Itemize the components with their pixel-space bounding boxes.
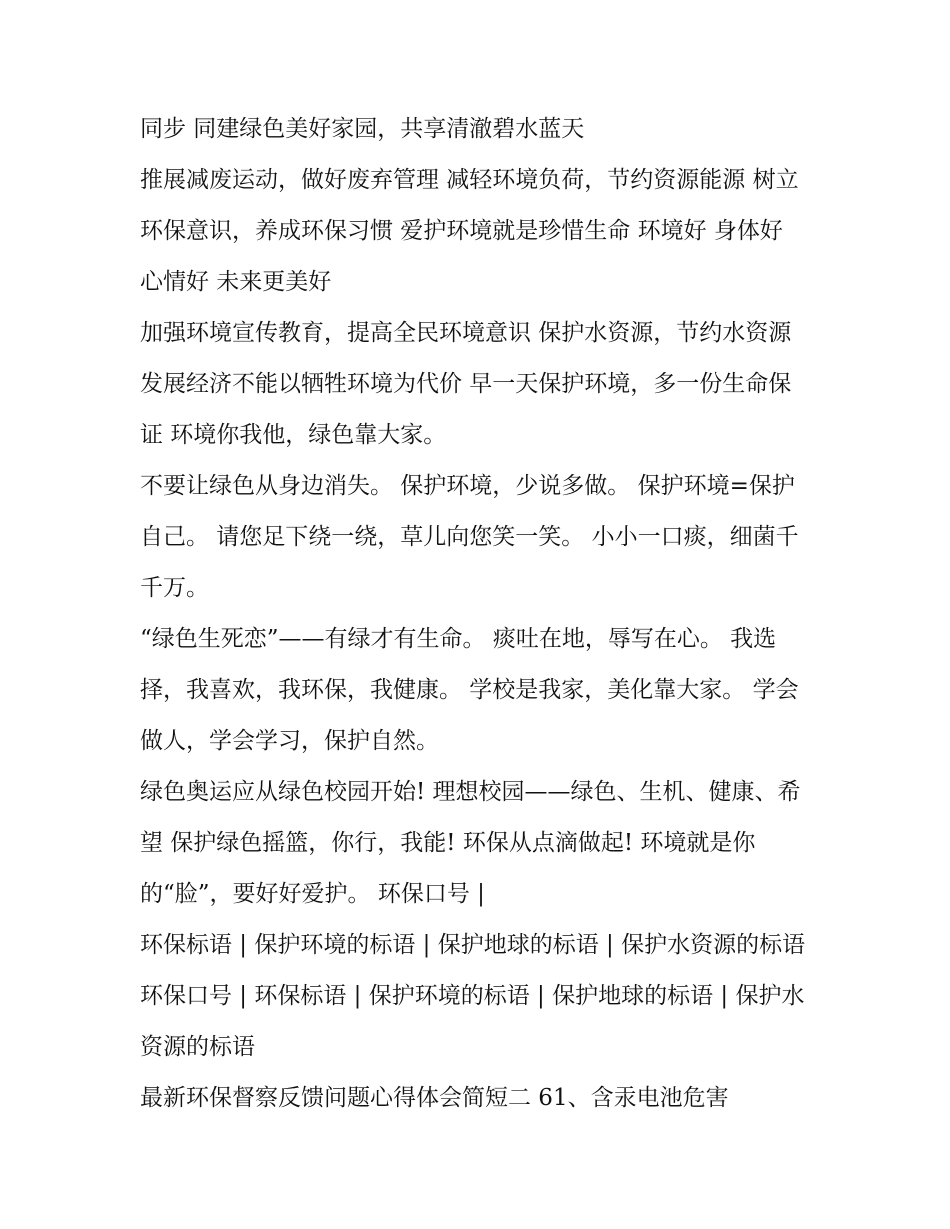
document-body xyxy=(140,104,810,1124)
paragraph-5: “绿色生死恋”——有绿才有生命。 痰吐在地，辱写在心。 我选择，我喜欢，我环保，我健康。 学校是我家，美化靠大家。 学会做人，学会学习，保护自然。 xyxy=(140,626,799,754)
paragraph-1: 同步 同建绿色美好家园，共享清澈碧水蓝天 xyxy=(140,116,585,142)
paragraph-4: 不要让绿色从身边消失。 保护环境，少说多做。 保护环境=保护自己。 请您足下绕一绕，草儿向您笑一笑。 小小一口痰，细菌千千万。 xyxy=(140,473,799,601)
paragraph-3: 加强环境宣传教育，提高全民环境意识 保护水资源，节约水资源 发展经济不能以牺牲环境为代价 早一天保护环境，多一份生命保证 环境你我他，绿色靠大家。 xyxy=(140,320,792,448)
paragraph-6: 绿色奥运应从绿色校园开始! 理想校园——绿色、生机、健康、希望 保护绿色摇篮，你行，我能! 环保从点滴做起! 环境就是你的“脸”，要好好爱护。 环保口号 | xyxy=(140,779,801,907)
paragraph-8: 最新环保督察反馈问题心得体会简短二 61、含汞电池危害 xyxy=(140,1085,729,1111)
paragraph-2: 推展减废运动，做好废弃管理 减轻环境负荷，节约资源能源 树立环保意识，养成环保习惯 爱护环境就是珍惜生命 环境好 身体好 心情好 未来更美好 xyxy=(140,167,799,295)
paragraph-7: 环保标语 | 保护环境的标语 | 保护地球的标语 | 保护水资源的标语 环保口号 | 环保标语 | 保护环境的标语 | 保护地球的标语 | 保护水资源的标语 xyxy=(140,932,806,1060)
